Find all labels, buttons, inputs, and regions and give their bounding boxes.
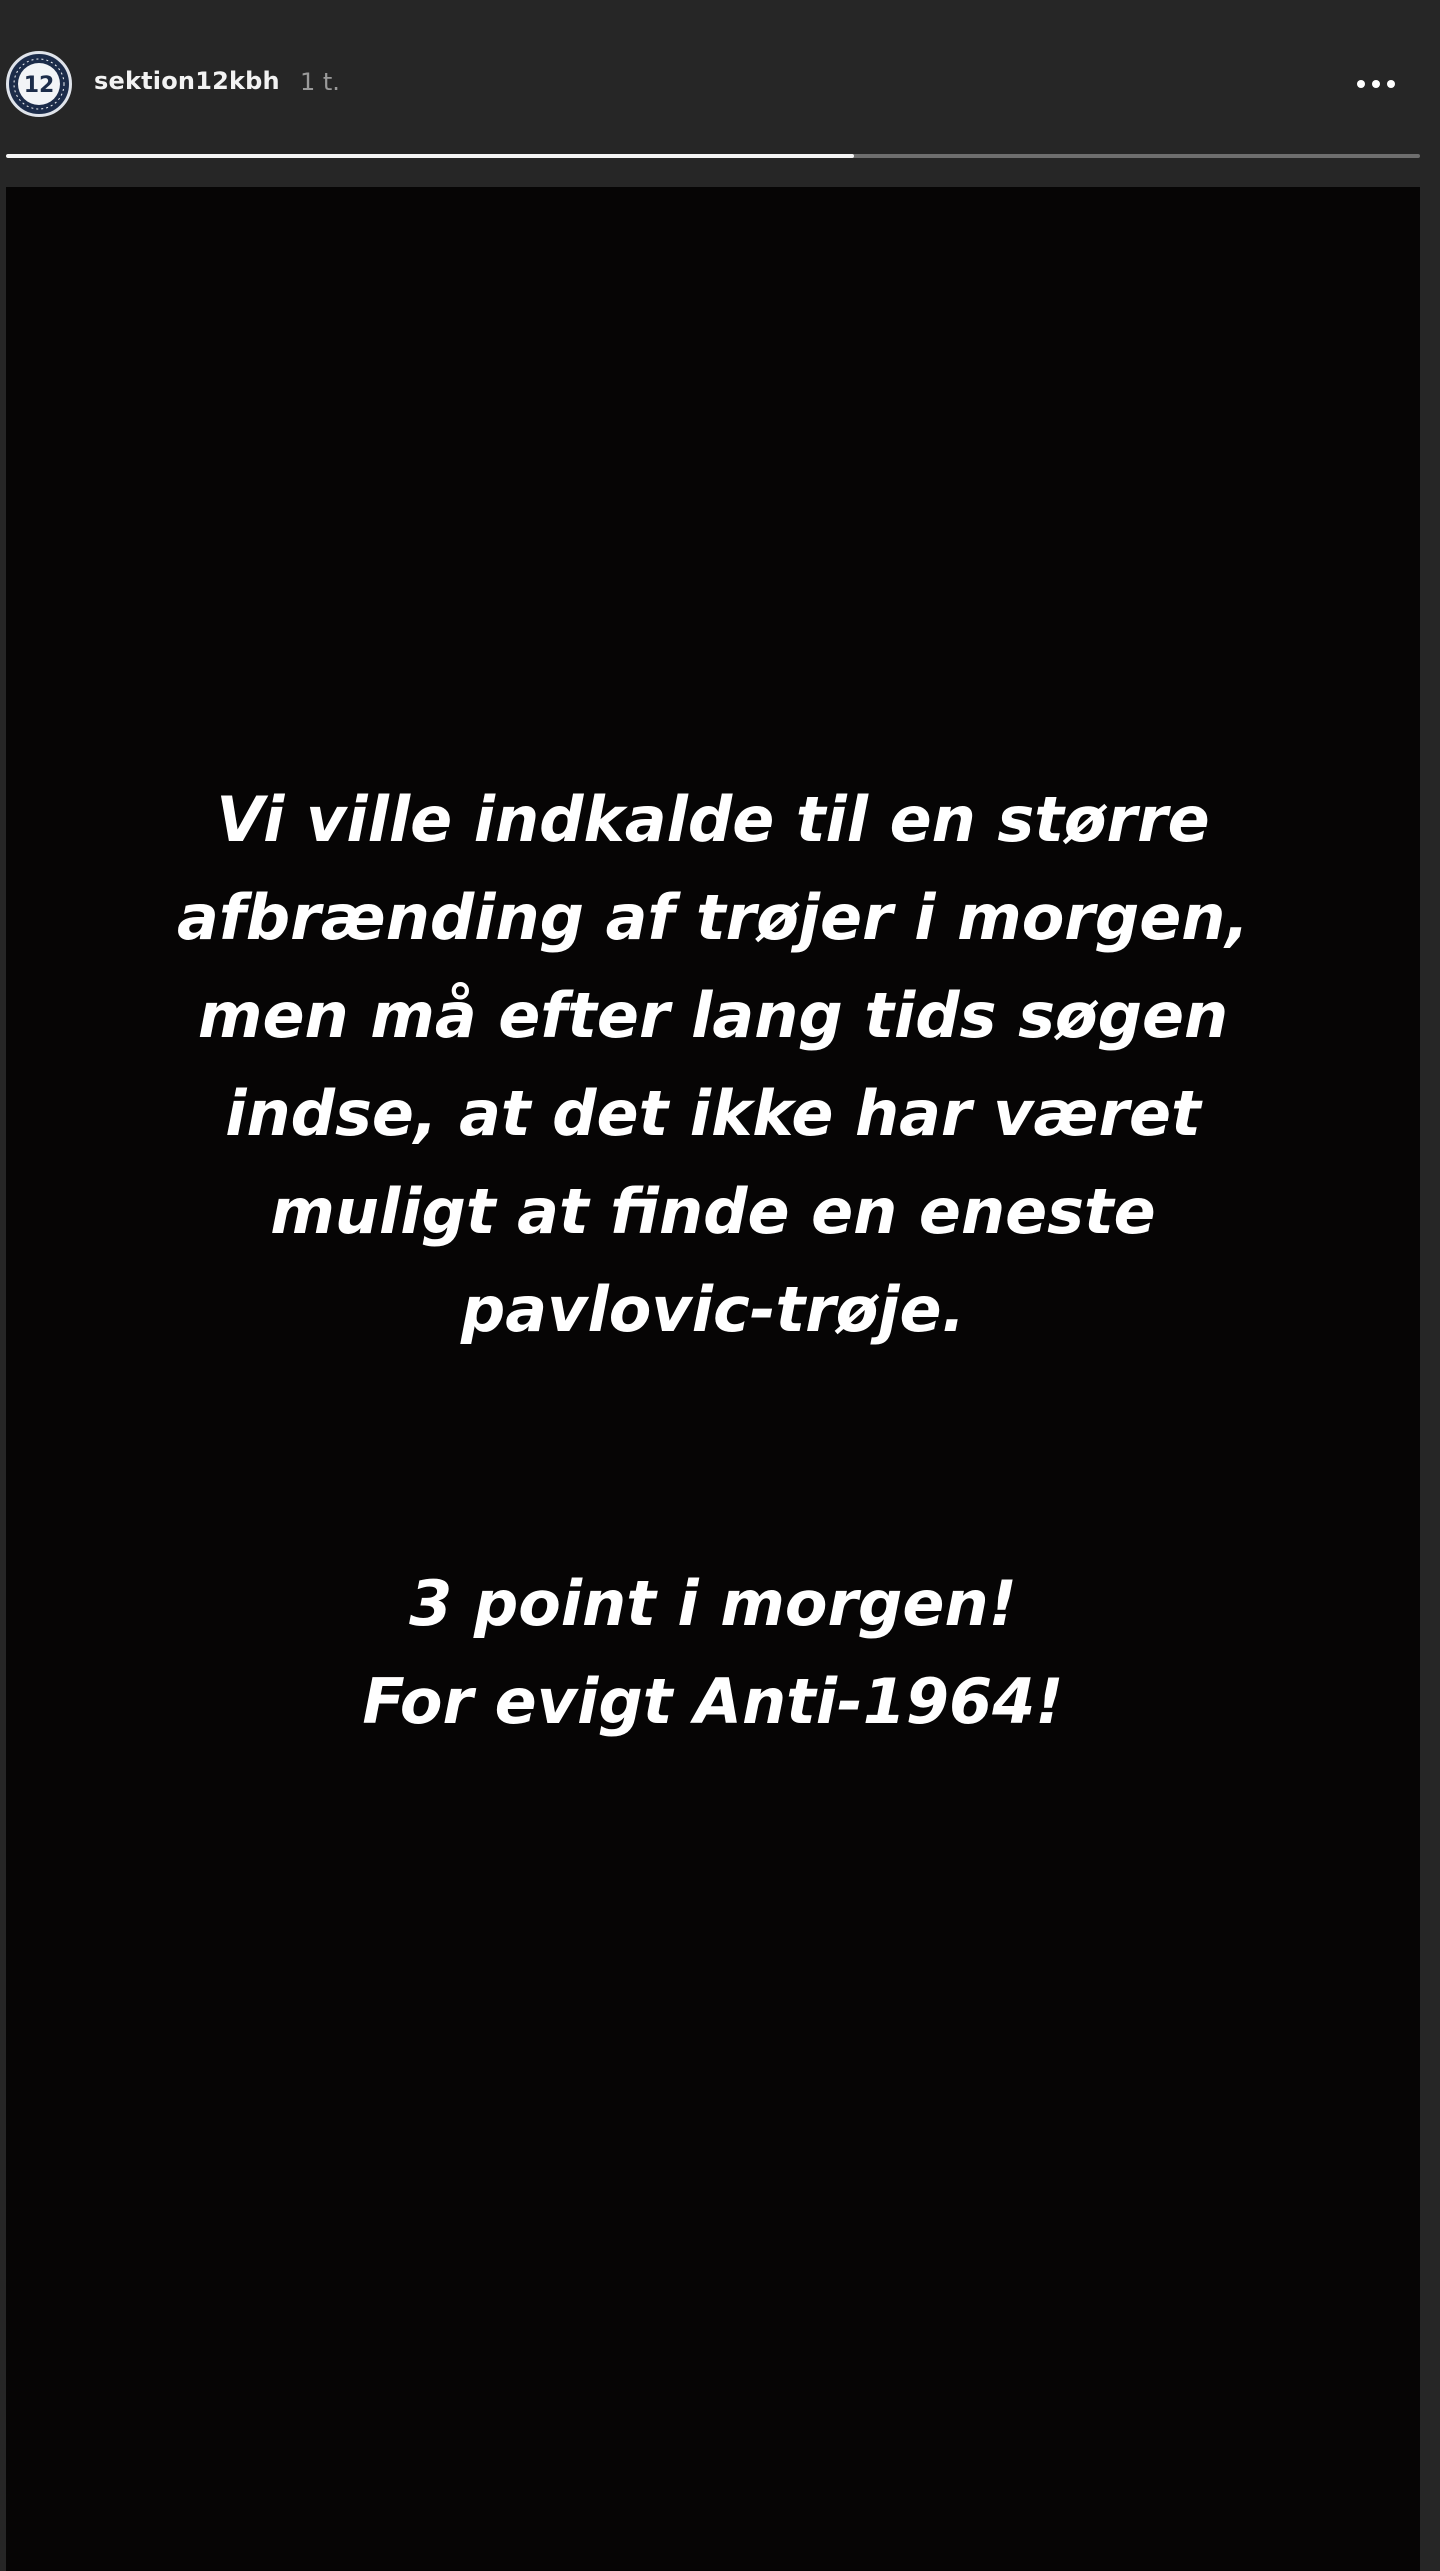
svg-text:12: 12	[23, 73, 55, 98]
more-horizontal-icon	[1357, 80, 1365, 88]
story-line: pavlovic-trøje.	[460, 1273, 966, 1346]
post-timestamp: 1 t.	[300, 68, 340, 96]
story-text	[6, 771, 1420, 1751]
more-horizontal-icon	[1387, 80, 1395, 88]
username-link[interactable]: sektion12kbh	[94, 67, 280, 95]
more-horizontal-icon	[1372, 80, 1380, 88]
avatar[interactable]	[6, 51, 72, 117]
more-options-button[interactable]	[1340, 62, 1412, 106]
story-line: indse, at det ikke har været	[225, 1077, 1201, 1150]
story-content[interactable]	[6, 187, 1420, 2571]
story-line: afbrænding af trøjer i morgen,	[176, 881, 1249, 954]
story-line: For evigt Anti-1964!	[362, 1665, 1064, 1738]
story-line: 3 point i morgen!	[409, 1567, 1017, 1640]
story-progress-bar	[6, 154, 1420, 158]
story-line: Vi ville indkalde til en større	[216, 783, 1210, 856]
story-header	[0, 0, 1440, 155]
story-line: men må efter lang tids søgen	[197, 979, 1229, 1052]
story-progress-fill	[6, 154, 854, 158]
story-line: muligt at finde en eneste	[270, 1175, 1156, 1248]
club-logo-icon	[9, 54, 69, 114]
